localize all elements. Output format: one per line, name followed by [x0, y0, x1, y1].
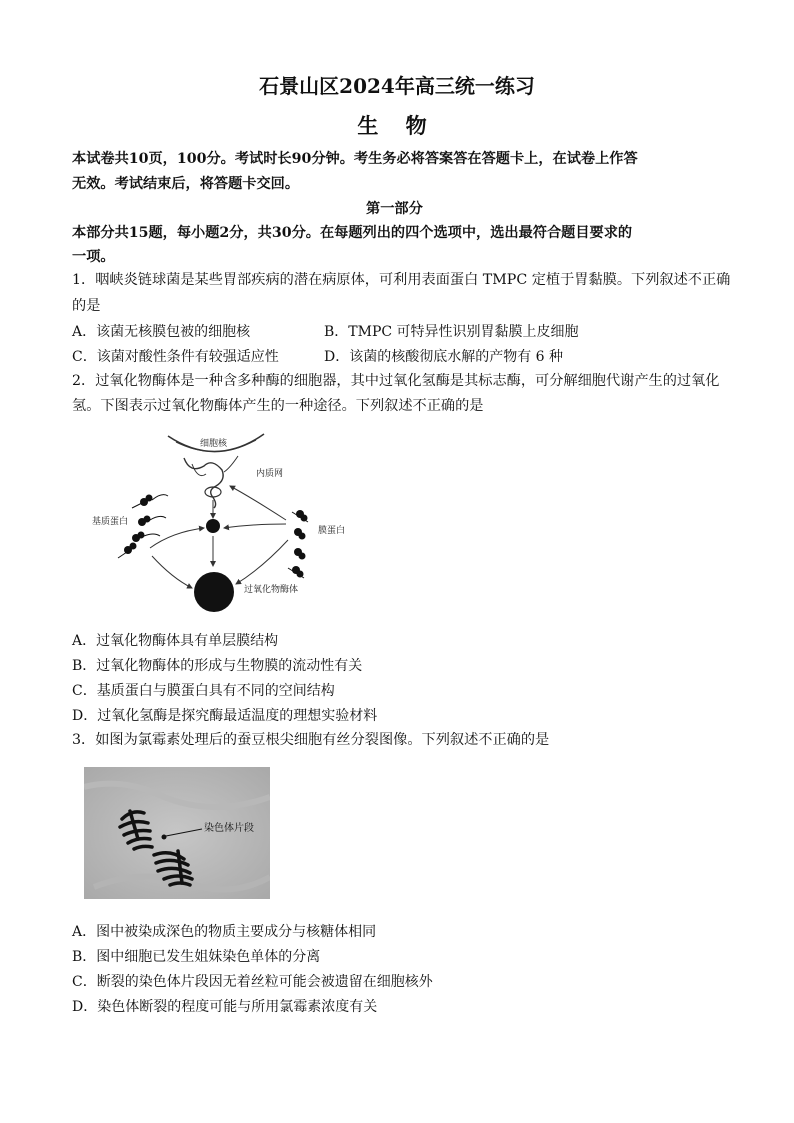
exam-title: 石景山区2024年高三统一练习	[259, 74, 535, 98]
label-peroxisome: 过氧化物酶体	[244, 585, 299, 595]
q1-option-d: D．该菌的核酸彻底水解的产物有 6 种	[324, 349, 564, 365]
pre-peroxisome-vesicle	[206, 519, 220, 533]
label-matrix-protein: 基质蛋白	[92, 517, 129, 527]
part-intro-line-2: 一项。	[72, 249, 115, 265]
instructions-line-1: 本试卷共10页，100分。考试时长90分钟。考生务必将答案答在答题卡上，在试卷上作答	[72, 151, 638, 167]
q3-option-d: D．染色体断裂的程度可能与所用氯霉素浓度有关	[72, 999, 378, 1015]
part-intro-line-1: 本部分共15题，每小题2分，共30分。在每题列出的四个选项中，选出最符合题目要求的	[72, 225, 633, 241]
label-nucleus: 细胞核	[200, 439, 228, 449]
part-heading: 第一部分	[366, 201, 423, 217]
q2-stem-line-1: 2．过氧化物酶体是一种含多种酶的细胞器，其中过氧化氢酶是其标志酶，可分解细胞代谢产生的过氧化	[72, 373, 720, 389]
q1-option-c: C．该菌对酸性条件有较强适应性	[72, 349, 279, 365]
q1-stem-line-2: 的是	[72, 298, 101, 314]
peroxisome	[194, 572, 234, 612]
q3-option-a: A．图中被染成深色的物质主要成分与核糖体相同	[72, 924, 377, 940]
q3-option-c: C．断裂的染色体片段因无着丝粒可能会被遗留在细胞核外	[72, 974, 433, 990]
label-er: 内质网	[256, 469, 284, 479]
q1-option-a: A．该菌无核膜包被的细胞核	[72, 324, 251, 340]
chromosome-fragment	[162, 835, 167, 840]
peroxisome-pathway-figure	[92, 428, 344, 614]
mitosis-micrograph	[84, 767, 270, 899]
q3-stem: 3．如图为氯霉素处理后的蚕豆根尖细胞有丝分裂图像。下列叙述不正确的是	[72, 732, 550, 748]
q1-option-b: B．TMPC 可特异性识别胃黏膜上皮细胞	[324, 324, 579, 340]
q2-option-d: D．过氧化氢酶是探究酶最适温度的理想实验材料	[72, 708, 378, 724]
q2-option-b: B．过氧化物酶体的形成与生物膜的流动性有关	[72, 658, 363, 674]
q2-stem-line-2: 氢。下图表示过氧化物酶体产生的一种途径。下列叙述不正确的是	[72, 398, 484, 414]
label-chromosome-fragment: 染色体片段	[204, 823, 254, 834]
instructions-line-2: 无效。考试结束后，将答题卡交回。	[72, 176, 300, 192]
label-membrane-protein: 膜蛋白	[318, 526, 344, 536]
er-membrane	[184, 458, 223, 508]
q2-option-a: A．过氧化物酶体具有单层膜结构	[72, 633, 279, 649]
q2-option-c: C．基质蛋白与膜蛋白具有不同的空间结构	[72, 683, 335, 699]
membrane-protein-group	[288, 510, 308, 578]
q1-stem-line-1: 1．咽峡炎链球菌是某些胃部疾病的潜在病原体，可利用表面蛋白 TMPC 定植于胃黏膜。下列叙述不正确	[72, 272, 731, 288]
subject-title: 生 物	[357, 113, 437, 138]
q3-option-b: B．图中细胞已发生姐妹染色单体的分离	[72, 949, 321, 965]
